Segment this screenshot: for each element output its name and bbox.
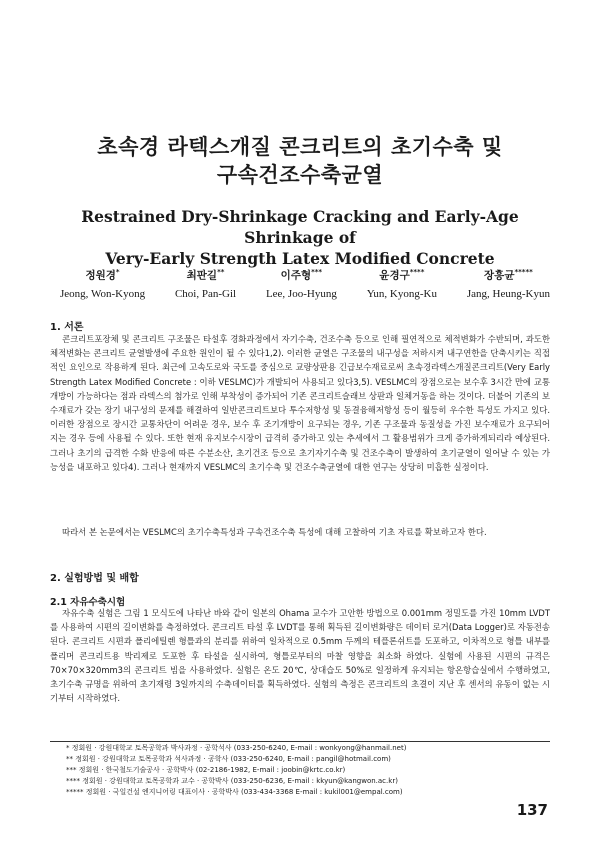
author-4-name-ko: 윤경구	[379, 269, 410, 282]
korean-title-line-1: 초속경 라텍스개질 콘크리트의 초기수축 및	[97, 135, 503, 159]
footnote-3: *** 정회원 · 한국철도기술공사 · 공학박사 (02-2186-1982, E-mail : joobin@krtc.co.kr)	[66, 766, 346, 774]
author-5-mark: *****	[514, 268, 533, 276]
korean-title	[40, 133, 560, 189]
english-title-line-1: Restrained Dry-Shrinkage Cracking and Early-Age Shrinkage of	[81, 207, 519, 247]
footnotes	[66, 743, 550, 798]
author-3-name-en: Lee, Joo-Hyung	[265, 287, 337, 300]
author-1	[60, 265, 145, 302]
section-1-paragraph-2: 따라서 본 논문에서는 VESLMC의 초기수축특성과 구속건조수축 특성에 대해 고찰하여 기초 자료를 확보하고자 한다.	[62, 527, 487, 537]
author-2-name-ko: 최판길	[186, 269, 218, 282]
section-2-1-paragraph: 자유수축 실험은 그림 1 모식도에 나타난 바와 같이 일본의 Ohama 교수가 고안한 방법으로 0.001mm 정밀도를 가진 10mm LVDT를 사용하여 시편의 길이변화를 측정하였다. 콘크리트 타설 후 LVDT를 통해 획득된 길이변화량은 데이터 로거(Data Logger)로 자동전송 된다. 콘크리트 시편과 폴리에틸렌 형틀과의 분리를 위하여 일차적으로 0.5mm 두께의 테플론쉬트를 도포하고, 이차적으로 형틀 내부를 폴리머 콘크리트용 박리제로 도포한 후 타설을 실시하여, 형틀로부터의 마찰 영향을 최소화 하였다. 실험에 사용된 시편의 규격은 70×70×320mm3의 콘크리트 빔을 사용하였다. 실험은 온도 20℃, 상대습도 50%로 일정하게 유지되는 항온항습실에서 수행하였고, 초기수축 규명을 위하여 초기재령 3일까지의 수축데이터를 획득하였다. 실험의 측정은 콘크리트의 초결이 지난 후 센서의 유동이 없는 시기부터 시작하였다.	[50, 608, 550, 704]
page-number: 137	[516, 801, 548, 819]
author-5	[467, 265, 550, 302]
author-4-mark: ****	[409, 268, 425, 276]
author-3-name-ko: 이주형	[280, 269, 312, 282]
korean-title-line-2: 구속건조수축균열	[216, 163, 384, 187]
section-2-1-heading: 2.1 자유수축시험	[50, 597, 126, 608]
section-1-heading: 1. 서론	[50, 322, 84, 333]
author-1-name-en: Jeong, Won-Kyong	[60, 287, 146, 300]
author-3-mark: ***	[311, 268, 323, 276]
section-2-heading: 2. 실험방법 및 배합	[50, 573, 139, 584]
author-2-mark: **	[217, 268, 225, 276]
english-title	[40, 206, 560, 269]
author-list	[60, 265, 550, 302]
author-3	[266, 265, 337, 302]
author-5-name-en: Jang, Heung-Kyun	[466, 287, 550, 300]
english-title-line-2: Very-Early Strength Latex Modified Concrete	[105, 249, 495, 268]
author-2-name-en: Choi, Pan-Gil	[174, 287, 237, 300]
author-1-name-ko: 정원경	[85, 269, 116, 282]
author-4	[367, 265, 437, 302]
footnote-4: **** 정회원 · 강원대학교 토목공학과 교수 · 공학박사 (033-250-6236, E-mail : kkyun@kangwon.ac.kr)	[66, 777, 398, 785]
footnote-1: * 정회원 · 강원대학교 토목공학과 박사과정 · 공학석사 (033-250-6240, E-mail : wonkyong@hanmail.net)	[66, 744, 407, 752]
footnote-2: ** 정회원 · 강원대학교 토목공학과 석사과정 · 공학사 (033-250-6240, E-mail : pangil@hotmail.com)	[66, 755, 391, 763]
footnote-5: ***** 정회원 · 국일건설 엔지니어링 대표이사 · 공학박사 (033-434-3368 E-mail : kukil001@empal.com)	[66, 788, 403, 796]
author-1-mark: *	[115, 268, 120, 276]
footnote-divider	[50, 741, 550, 742]
author-4-name-en: Yun, Kyong-Ku	[366, 287, 437, 300]
author-2	[175, 265, 236, 302]
section-1-paragraph-1: 콘크리트포장체 및 콘크리트 구조물은 타설후 경화과정에서 자기수축, 건조수축 등으로 인해 필연적으로 체적변화가 수반되며, 과도한 체적변화는 콘크리트 균열발생에 주요한 원인이 될 수 있다1,2). 이러한 균열은 구조물의 내구성을 저하시켜 내구연한을 단축시키는 직접적인 요인으로 작용하게 된다. 최근에 고속도로와 국도를 중심으로 교량상판용 긴급보수재료로써 초속경라텍스개질콘크리트(Very Early Strength Latex Modified Concrete : 이하 VESLMC)가 개발되어 사용되고 있다3,5). VESLMC의 장점으로는 보수후 3시간 만에 교통개방이 가능하다는 점과 라텍스의 첨가로 인해 부착성이 증가되어 기존 콘크리트슬래브 상판과 일체거동을 하는 것이다. 더불어 기존의 보수재료가 갖는 장기 내구성의 문제를 해결하여 일반콘크리트보다 투수저항성 및 동결융해저항성 등이 월등히 우수한 특성도 가지고 있다. 이러한 장점으로 장시간 교통차단이 어려운 경우, 보수 후 조기개방이 요구되는 경우, 기존 구조물과 동질성을 가진 보수재료가 요구되어지는 경우 등에 사용될 수 있다. 또한 현재 유지보수시장이 급격히 증가하고 있는 추세에서 그 활용범위가 크게 증가하게되리라 예상된다. 그러나 초기의 급격한 수화 반응에 따른 수분소산, 초기건조 등으로 초기자기수축 및 건조수축이 발생하여 초기균열이 일어날 수 있는 가능성을 내포하고 있다4). 그러나 현재까지 VESLMC의 초기수축 및 건조수축균열에 대한 연구는 상당히 미흡한 실정이다.	[50, 334, 550, 472]
author-5-name-ko: 장흥균	[484, 269, 515, 282]
